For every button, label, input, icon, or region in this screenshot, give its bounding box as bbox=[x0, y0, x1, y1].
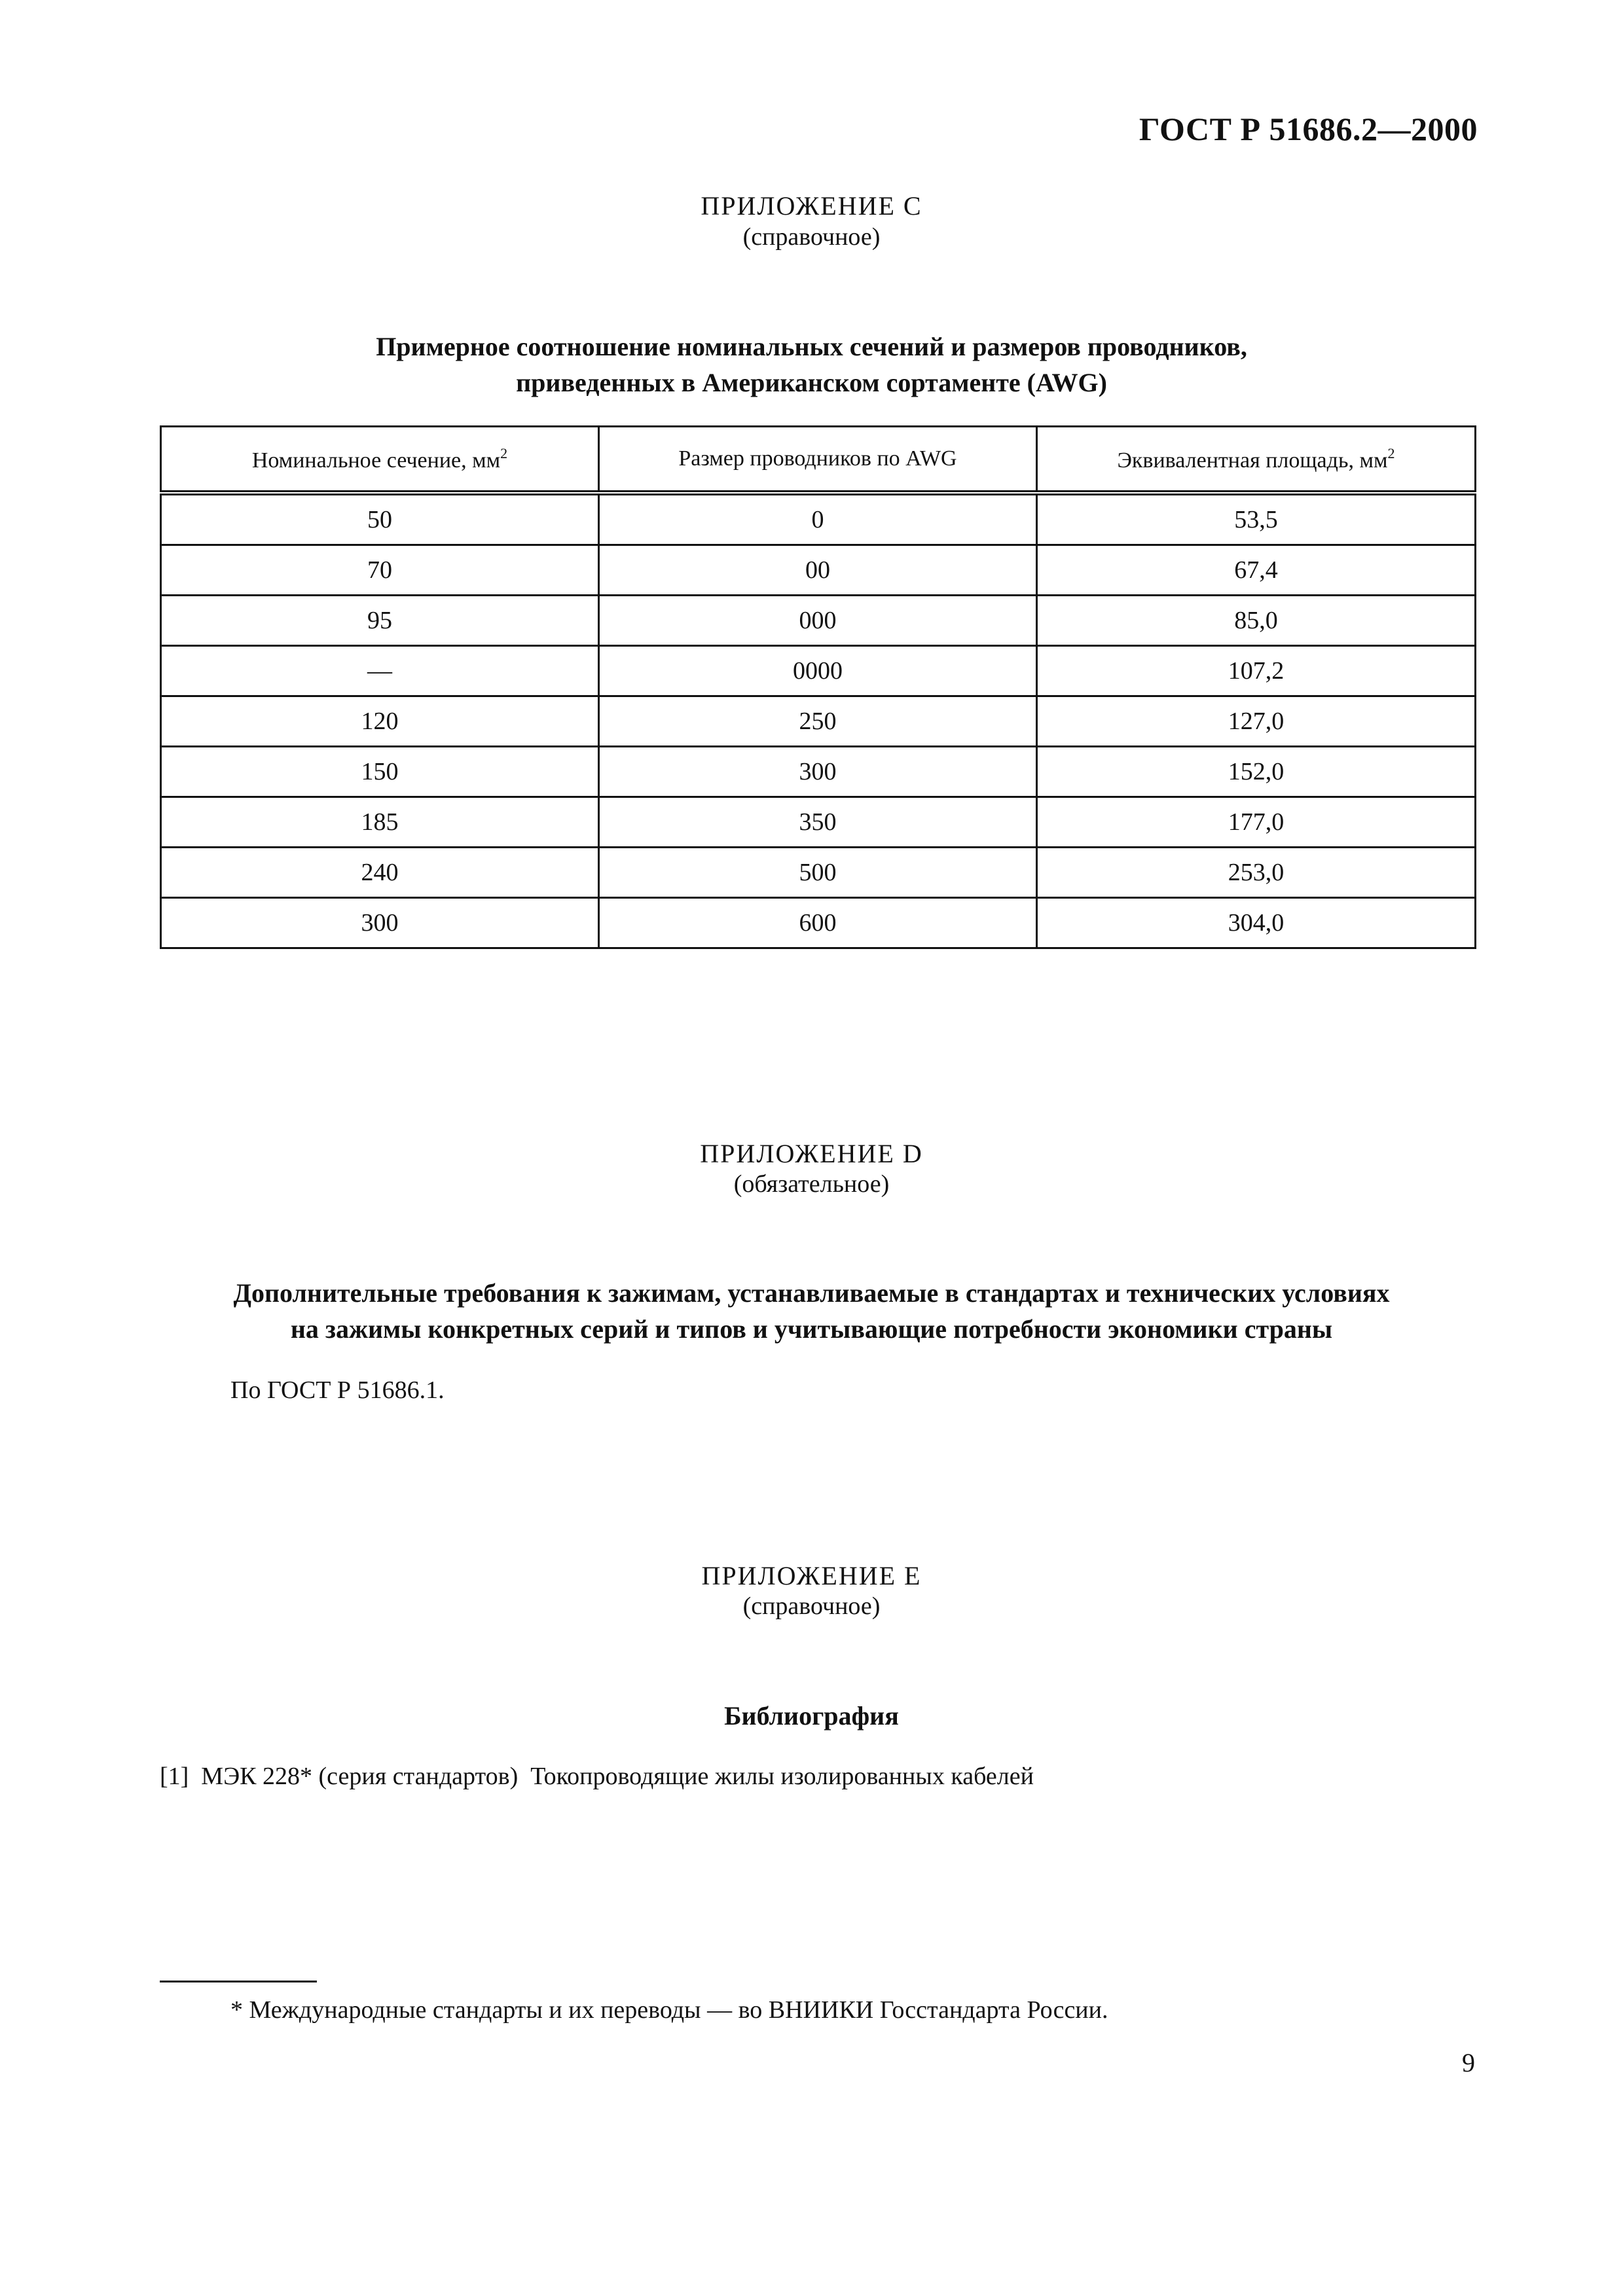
cell-equivalent-area: 177,0 bbox=[1036, 797, 1475, 848]
cell-equivalent-area: 304,0 bbox=[1036, 898, 1475, 948]
cell-nominal-section: — bbox=[161, 646, 599, 696]
annex-d-text: По ГОСТ Р 51686.1. bbox=[230, 1376, 445, 1404]
annex-d-type: (обязательное) bbox=[733, 1170, 890, 1198]
annex-c-title: ПРИЛОЖЕНИЕ С bbox=[701, 191, 922, 221]
table-row bbox=[161, 646, 1476, 696]
cell-awg-size: 250 bbox=[598, 696, 1036, 747]
table-row bbox=[161, 797, 1476, 848]
cell-equivalent-area: 253,0 bbox=[1036, 848, 1475, 898]
annex-d-title: ПРИЛОЖЕНИЕ D bbox=[700, 1139, 923, 1168]
table-row bbox=[161, 848, 1476, 898]
annex-c-heading-line1: Примерное соотношение номинальных сечений и размеров проводников, bbox=[376, 332, 1247, 361]
table-header-row bbox=[161, 427, 1476, 493]
cell-equivalent-area: 53,5 bbox=[1036, 493, 1475, 545]
header-awg-size: Размер проводников по AWG bbox=[598, 427, 1036, 493]
cell-awg-size: 00 bbox=[598, 545, 1036, 596]
cell-nominal-section: 150 bbox=[161, 747, 599, 797]
cell-awg-size: 500 bbox=[598, 848, 1036, 898]
table-row bbox=[161, 696, 1476, 747]
bibliography-entry-1: [1] МЭК 228* (серия стандартов) Токопроводящие жилы изолированных кабелей bbox=[160, 1763, 1034, 1790]
footnote-text: * Международные стандарты и их переводы — во ВНИИКИ Госстандарта России. bbox=[230, 1996, 1108, 2024]
cell-nominal-section: 50 bbox=[161, 493, 599, 545]
cell-equivalent-area: 152,0 bbox=[1036, 747, 1475, 797]
cell-awg-size: 0 bbox=[598, 493, 1036, 545]
header-equivalent-area: Эквивалентная площадь, $мм^2$ bbox=[1036, 427, 1475, 493]
cell-nominal-section: 240 bbox=[161, 848, 599, 898]
table-row bbox=[161, 596, 1476, 646]
cell-awg-size: 350 bbox=[598, 797, 1036, 848]
cell-nominal-section: 120 bbox=[161, 696, 599, 747]
cell-awg-size: 300 bbox=[598, 747, 1036, 797]
table-row bbox=[161, 545, 1476, 596]
annex-c-type: (справочное) bbox=[742, 223, 881, 251]
awg-table bbox=[160, 425, 1476, 949]
cell-nominal-section: 95 bbox=[161, 596, 599, 646]
cell-equivalent-area: 127,0 bbox=[1036, 696, 1475, 747]
cell-equivalent-area: 85,0 bbox=[1036, 596, 1475, 646]
annex-e-type: (справочное) bbox=[742, 1592, 881, 1620]
cell-equivalent-area: 107,2 bbox=[1036, 646, 1475, 696]
cell-awg-size: 600 bbox=[598, 898, 1036, 948]
cell-awg-size: 0000 bbox=[598, 646, 1036, 696]
table-row bbox=[161, 898, 1476, 948]
annex-c-heading-line2: приведенных в Американском сортаменте (AWG) bbox=[516, 368, 1107, 397]
table-row bbox=[161, 493, 1476, 545]
annex-d-heading-line2: на зажимы конкретных серий и типов и учитывающие потребности экономики страны bbox=[290, 1314, 1333, 1344]
page-number: 9 bbox=[1462, 2048, 1475, 2077]
annex-e-title: ПРИЛОЖЕНИЕ Е bbox=[701, 1561, 922, 1590]
cell-equivalent-area: 67,4 bbox=[1036, 545, 1475, 596]
table-row bbox=[161, 747, 1476, 797]
document-code: ГОСТ Р 51686.2—2000 bbox=[1139, 111, 1478, 147]
cell-awg-size: 000 bbox=[598, 596, 1036, 646]
cell-nominal-section: 70 bbox=[161, 545, 599, 596]
annex-d-heading-line1: Дополнительные требования к зажимам, устанавливаемые в стандартах и технических условиях bbox=[233, 1278, 1390, 1308]
bibliography-heading: Библиография bbox=[724, 1701, 899, 1731]
footnote-separator bbox=[160, 1981, 317, 1982]
header-nominal-section: Номинальное сечение, $мм^2$ bbox=[161, 427, 599, 493]
cell-nominal-section: 300 bbox=[161, 898, 599, 948]
cell-nominal-section: 185 bbox=[161, 797, 599, 848]
